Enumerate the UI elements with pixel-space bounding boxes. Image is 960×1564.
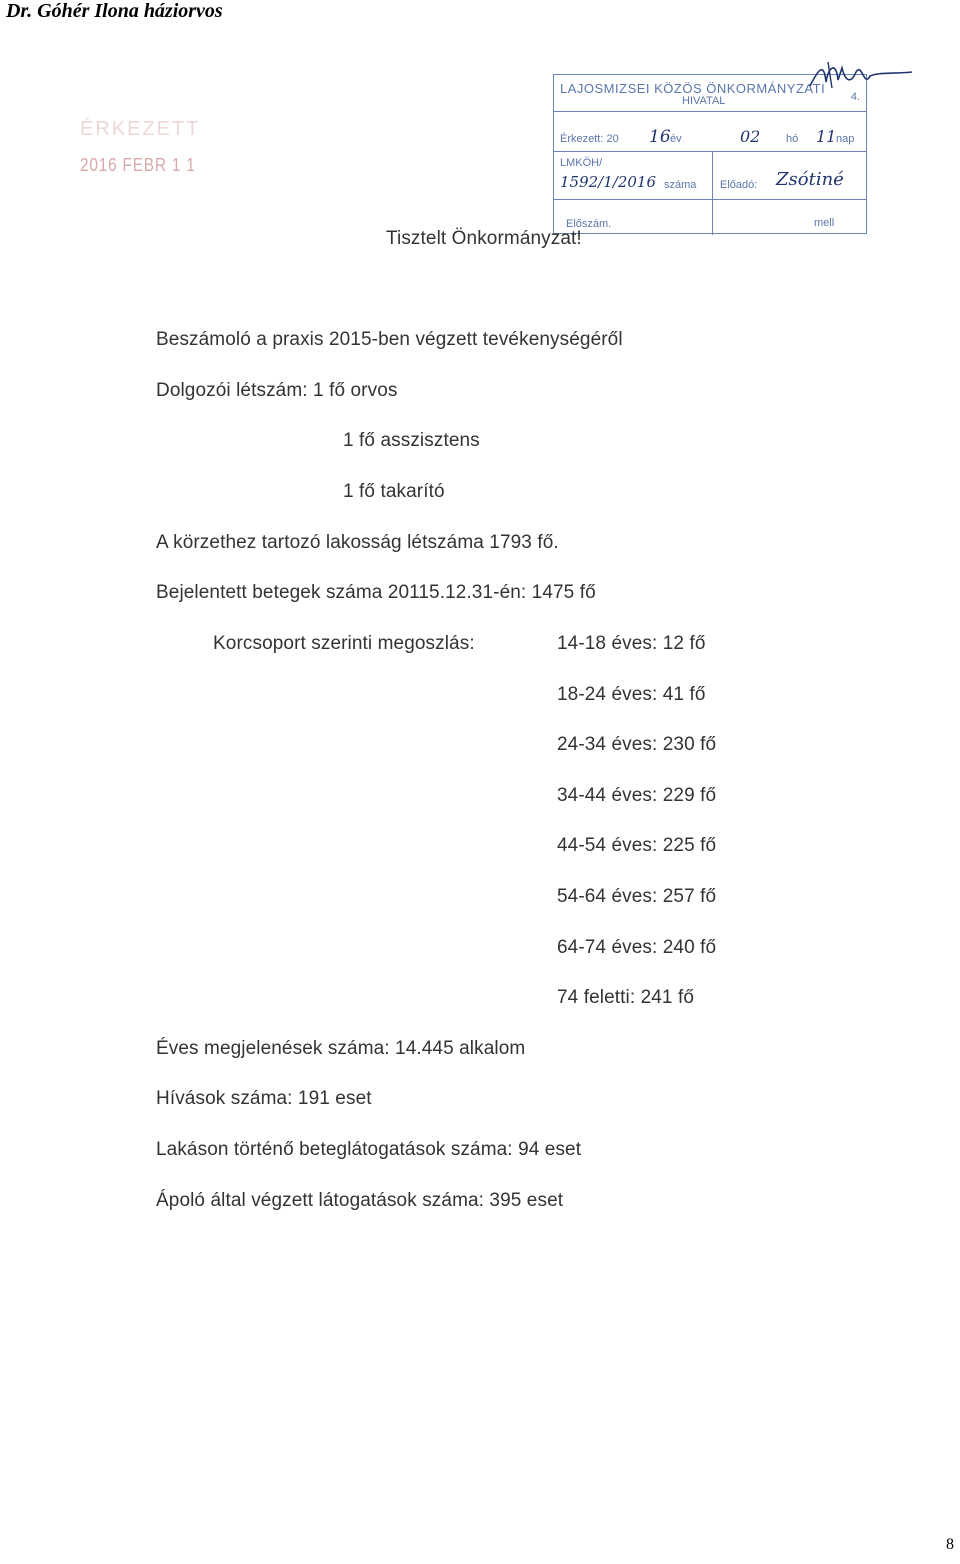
age-group-item: 74 feletti: 241 fő xyxy=(557,987,695,1008)
age-group-item: 24-34 éves: 230 fő xyxy=(557,734,717,755)
attach-label: mell xyxy=(814,217,835,229)
calls-line: Hívások száma: 191 eset xyxy=(156,1088,372,1109)
staff-line: Dolgozói létszám: 1 fő orvos xyxy=(156,380,398,401)
age-group-item: 34-44 éves: 229 fő xyxy=(557,785,717,806)
age-group-label: Korcsoport szerinti megoszlás: xyxy=(213,633,475,654)
age-group-item: 18-24 éves: 41 fő xyxy=(557,684,706,705)
age-group-item: 44-54 éves: 225 fő xyxy=(557,835,717,856)
stamp-divider xyxy=(554,151,866,152)
registry-office-number: 4. xyxy=(850,91,860,103)
population-line: A körzethez tartozó lakosság létszáma 1793 fő. xyxy=(156,532,559,553)
home-visits-line: Lakáson történő beteglátogatások száma: 94 eset xyxy=(156,1139,582,1160)
handler-signature: Zsótiné xyxy=(776,169,844,190)
staff-line: 1 fő asszisztens xyxy=(343,430,480,451)
staff-line: 1 fő takarító xyxy=(343,481,445,502)
arrived-year: 16 xyxy=(649,127,671,147)
stamp-divider-vertical xyxy=(712,151,713,235)
received-stamp-label: ÉRKEZETT xyxy=(80,118,201,140)
number-label: száma xyxy=(664,179,697,191)
received-stamp-date: 2016 FEBR 1 1 xyxy=(80,155,196,175)
page-number: 8 xyxy=(946,1536,954,1553)
reg-number: 1592/1/2016 xyxy=(560,173,656,191)
handwritten-signature xyxy=(806,58,916,98)
visits-line: Éves megjelenések száma: 14.445 alkalom xyxy=(156,1038,526,1059)
arrived-label: Érkezett: 20 xyxy=(560,133,619,145)
age-group-item: 54-64 éves: 257 fő xyxy=(557,886,717,907)
reg-label: LMKÖH/ xyxy=(560,157,603,169)
year-label: év xyxy=(670,133,682,145)
registered-line: Bejelentett betegek száma 20115.12.31-én: 1475 fő xyxy=(156,582,596,603)
stamp-divider xyxy=(554,111,866,112)
received-stamp xyxy=(80,118,216,176)
preno-label: Előszám. xyxy=(566,218,612,230)
handler-label: Előadó: xyxy=(720,179,758,191)
registry-stamp xyxy=(553,74,867,234)
arrived-month: 02 xyxy=(740,127,761,146)
day-label: nap xyxy=(836,133,855,145)
age-group-item: 14-18 éves: 12 fő xyxy=(557,633,706,654)
report-title: Beszámoló a praxis 2015-ben végzett tevékenységéről xyxy=(156,329,623,350)
month-label: hó xyxy=(786,133,799,145)
arrived-day: 11 xyxy=(816,127,837,146)
stamp-divider xyxy=(554,199,866,200)
registry-office-name: LAJOSMIZSEI KÖZÖS ÖNKORMÁNYZATI xyxy=(560,81,826,96)
nurse-visits-line: Ápoló által végzett látogatások száma: 395 eset xyxy=(156,1190,564,1211)
registry-office-sub: HIVATAL xyxy=(682,95,726,107)
salutation: Tisztelt Önkormányzat! xyxy=(386,228,582,249)
age-group-item: 64-74 éves: 240 fő xyxy=(557,937,717,958)
document-header: Dr. Góhér Ilona háziorvos xyxy=(6,0,223,22)
